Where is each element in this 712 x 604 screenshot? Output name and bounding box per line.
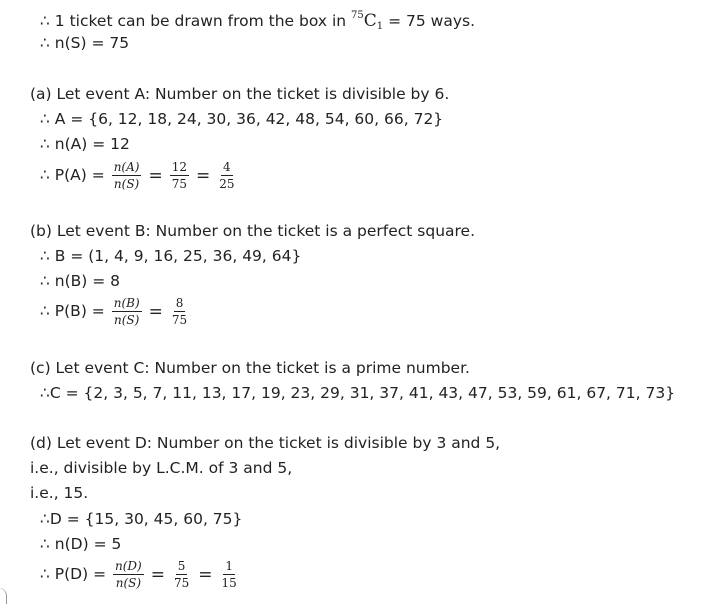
part-b-count: ∴ n(B) = 8: [40, 272, 121, 290]
part-d-line-3: i.e., 15.: [30, 484, 89, 502]
fraction-numerator: 5: [177, 559, 186, 573]
part-b-probability: [40, 294, 191, 329]
equals-sign: =: [148, 301, 163, 322]
page-corner-decoration: [0, 588, 7, 604]
fraction-denominator: 75: [171, 313, 188, 327]
combination-subscript: 1: [376, 21, 384, 32]
part-d-heading: (d) Let event D: Number on the ticket is divisible by 3 and 5,: [30, 434, 501, 452]
fraction-numerator: n(B): [113, 296, 140, 310]
part-a-fraction-2: [170, 161, 189, 190]
fraction-numerator: 8: [175, 296, 184, 310]
fraction-denominator: 75: [171, 177, 187, 191]
fraction-denominator: n(S): [113, 177, 140, 191]
fraction-numerator: n(A): [113, 160, 140, 174]
part-c-heading: (c) Let event C: Number on the ticket is a prime number.: [30, 359, 470, 377]
part-d-prob-prefix: ∴ P(D) =: [40, 565, 112, 583]
fraction-denominator: n(S): [114, 313, 140, 327]
part-a-fraction-3: [217, 161, 236, 190]
sample-space-count: ∴ n(S) = 75: [40, 34, 130, 52]
part-a-set: ∴ A = {6, 12, 18, 24, 30, 36, 42, 48, 54, 60, 66, 72}: [40, 110, 444, 128]
part-b-fraction-2: [170, 297, 189, 326]
part-a-heading: (a) Let event A: Number on the ticket is divisible by 6.: [30, 85, 450, 103]
fraction-numerator: 4: [223, 160, 231, 174]
part-c-set: ∴C = {2, 3, 5, 7, 11, 13, 17, 19, 23, 29, 31, 37, 41, 43, 47, 53, 59, 61, 67, 71, 73}: [40, 384, 676, 402]
combination-letter: C: [363, 11, 377, 31]
sample-space-prefix: ∴ 1 ticket can be drawn from the box in: [40, 12, 352, 30]
equals-sign: =: [198, 564, 213, 585]
part-a-prob-prefix: ∴ P(A) =: [40, 166, 110, 184]
equals-sign: =: [195, 165, 211, 186]
part-b-set: ∴ B = (1, 4, 9, 16, 25, 36, 49, 64}: [40, 247, 302, 265]
fraction-denominator: 25: [219, 177, 235, 191]
equals-sign: =: [148, 165, 163, 186]
fraction-numerator: 12: [171, 160, 187, 174]
part-d-fraction-2: [172, 560, 191, 589]
part-d-set: ∴D = {15, 30, 45, 60, 75}: [40, 510, 243, 528]
combination-superscript: 75: [351, 10, 364, 21]
fraction-denominator: n(S): [115, 576, 142, 590]
part-a-fraction-1: [112, 161, 142, 190]
part-b-prob-prefix: ∴ P(B) =: [40, 302, 110, 320]
part-b-heading: (b) Let event B: Number on the ticket is a perfect square.: [30, 222, 476, 240]
part-d-fraction-3: [220, 560, 239, 589]
part-b-fraction-1: [112, 297, 142, 326]
part-d-probability: [40, 557, 241, 592]
part-d-line-2: i.e., divisible by L.C.M. of 3 and 5,: [30, 459, 293, 477]
part-d-fraction-1: [113, 560, 144, 589]
fraction-numerator: n(D): [115, 559, 142, 573]
part-a-count: ∴ n(A) = 12: [40, 135, 130, 153]
part-d-count: ∴ n(D) = 5: [40, 535, 122, 553]
equals-sign: =: [150, 564, 165, 585]
fraction-numerator: 1: [225, 559, 233, 573]
sample-space-suffix: = 75 ways.: [383, 12, 475, 30]
fraction-denominator: 75: [173, 576, 190, 590]
part-a-probability: [40, 158, 239, 193]
fraction-denominator: 15: [221, 576, 237, 590]
